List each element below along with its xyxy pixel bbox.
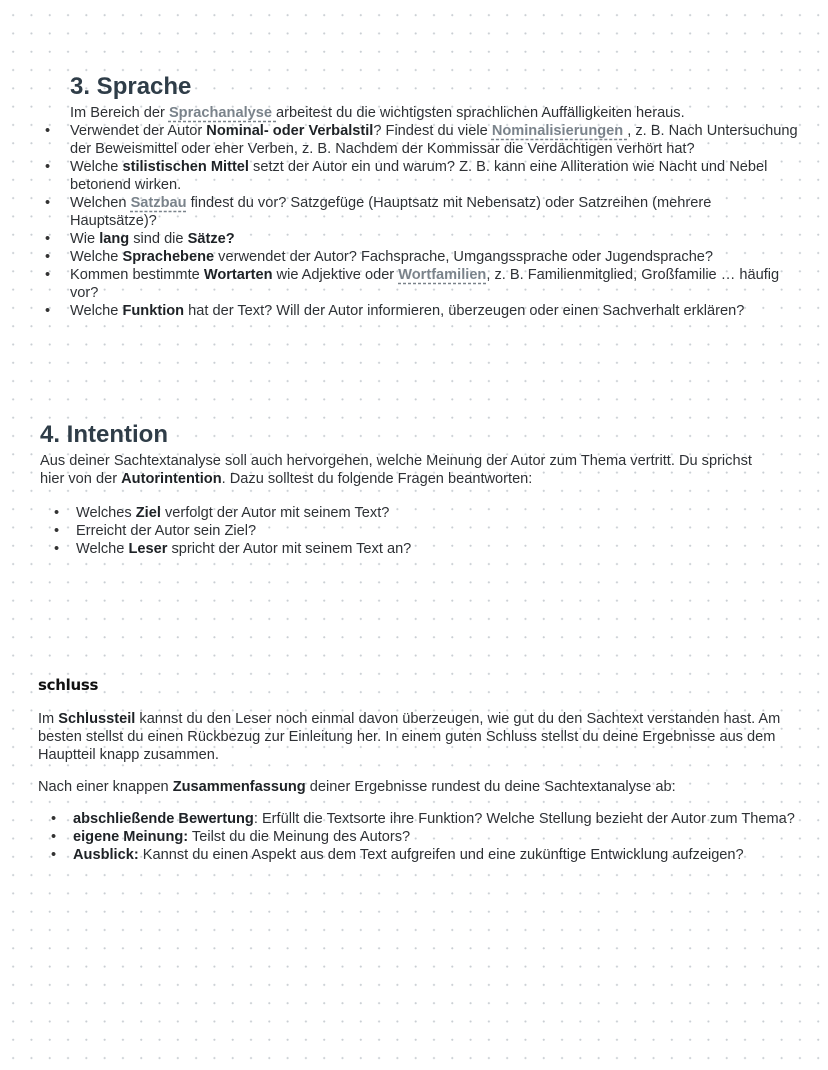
text: verwendet der Autor? Fachsprache, Umgangssprache oder Jugendsprache? [214,249,714,265]
list-item [73,846,808,864]
bold-text: Funktion [122,303,185,319]
glossary-term: Satzbau [130,195,187,211]
list-item [70,122,800,158]
glossary-term: Sprachanalyse [168,105,277,121]
text: Welche [70,159,123,175]
section-title: 4. Intention [40,421,168,448]
paragraph [38,710,808,764]
text: Welche [70,249,123,265]
text: deiner Ergebnisse rundest du deine Sachtextanalyse ab: [305,779,676,795]
bold-text: Sätze? [187,231,235,247]
text: Welchen [70,195,131,211]
text: verfolgt der Autor mit seinem Text? [160,505,390,521]
bold-text: stilistischen Mittel [122,159,249,175]
bold-text: Sprachebene [122,249,215,265]
paragraph [38,778,808,796]
list-item [73,810,808,828]
bold-text: Schlussteil [58,711,136,727]
text: Kommen bestimmte [70,267,204,283]
text: ? Findest du viele [373,123,492,139]
list-item [70,302,800,320]
section-title: schluss [38,676,99,694]
section-title: 3. Sprache [70,73,192,100]
list-item [70,158,800,194]
section-intention [40,420,780,558]
text: Erreicht der Autor sein Ziel? [76,523,257,539]
section-schluss [38,676,808,864]
bold-text: Ziel [135,505,161,521]
list-item [76,522,780,540]
text: Wie [70,231,100,247]
list-item [73,828,808,846]
bold-text: lang [99,231,130,247]
text: Kannst du einen Aspekt aus dem Text aufgreifen und eine zukünftige Entwicklung aufzeigen? [138,847,744,863]
bold-text: Wortarten [203,267,273,283]
text: kannst du den Leser noch einmal davon überzeugen, wie gut du den Sachtext verstanden hast. Am besten stellst du einen Rückbezug zur Einleitung her. In einem guten Schluss stellst du deine Ergebnisse aus dem Hauptteil knapp zusammen. [38,711,781,763]
section-intro [40,452,780,488]
bold-text: Autorintention [121,471,222,487]
text: Im [38,711,59,727]
text: : Erfüllt die Textsorte ihre Funktion? Welche Stellung bezieht der Autor zum Thema? [253,811,795,827]
text: Im Bereich der [70,105,169,121]
text: findest du vor? Satzgefüge (Hauptsatz mit Nebensatz) oder Satzreihen (mehrere Hauptsätze)? [70,195,712,229]
question-list [40,504,780,558]
text: Welche [70,303,123,319]
text: setzt der Autor ein und warum? Z. B. kann eine Alliteration wie Nacht und Nebel betonend wirken. [70,159,768,193]
bold-text: Nominal- oder Verbalstil [206,123,374,139]
text: spricht der Autor mit seinem Text an? [167,541,412,557]
text: . Dazu solltest du folgende Fragen beantworten: [221,471,533,487]
glossary-term: Wortfamilien [398,267,487,283]
text: Welches [76,505,136,521]
section-intro [70,104,800,122]
list-item [76,504,780,522]
question-list [38,810,808,864]
bold-text: Leser [128,541,168,557]
question-list [70,122,800,320]
text: , z. B. Nach Untersuchung der Beweismittel oder eher Verben, z. B. Nachdem der Kommissar die Verdächtigen verhört hat? [70,123,798,157]
bold-text: Zusammenfassung [172,779,306,795]
glossary-term: Nominalisierungen [491,123,628,139]
list-item [70,230,800,248]
section-sprache [70,72,800,320]
bold-text: eigene Meinung: [73,829,189,845]
list-item [70,248,800,266]
bold-text: Ausblick: [73,847,139,863]
text: , z. B. Familienmitglied, Großfamilie … häufig vor? [70,267,780,301]
text: Nach einer knappen [38,779,173,795]
text: Verwendet der Autor [70,123,207,139]
list-item [76,540,780,558]
text: Welche [76,541,129,557]
text: arbeitest du die wichtigsten sprachlichen Auffälligkeiten heraus. [276,105,685,121]
text: Aus deiner Sachtextanalyse soll auch hervorgehen, welche Meinung der Autor zum Thema vertritt. Du sprichst hier von der [40,453,752,487]
text: wie Adjektive oder [272,267,399,283]
text: Teilst du die Meinung des Autors? [188,829,411,845]
list-item [70,266,800,302]
text: hat der Text? Will der Autor informieren, überzeugen oder einen Sachverhalt erklären? [184,303,745,319]
text: sind die [129,231,188,247]
list-item [70,194,800,230]
bold-text: abschließende Bewertung [73,811,254,827]
